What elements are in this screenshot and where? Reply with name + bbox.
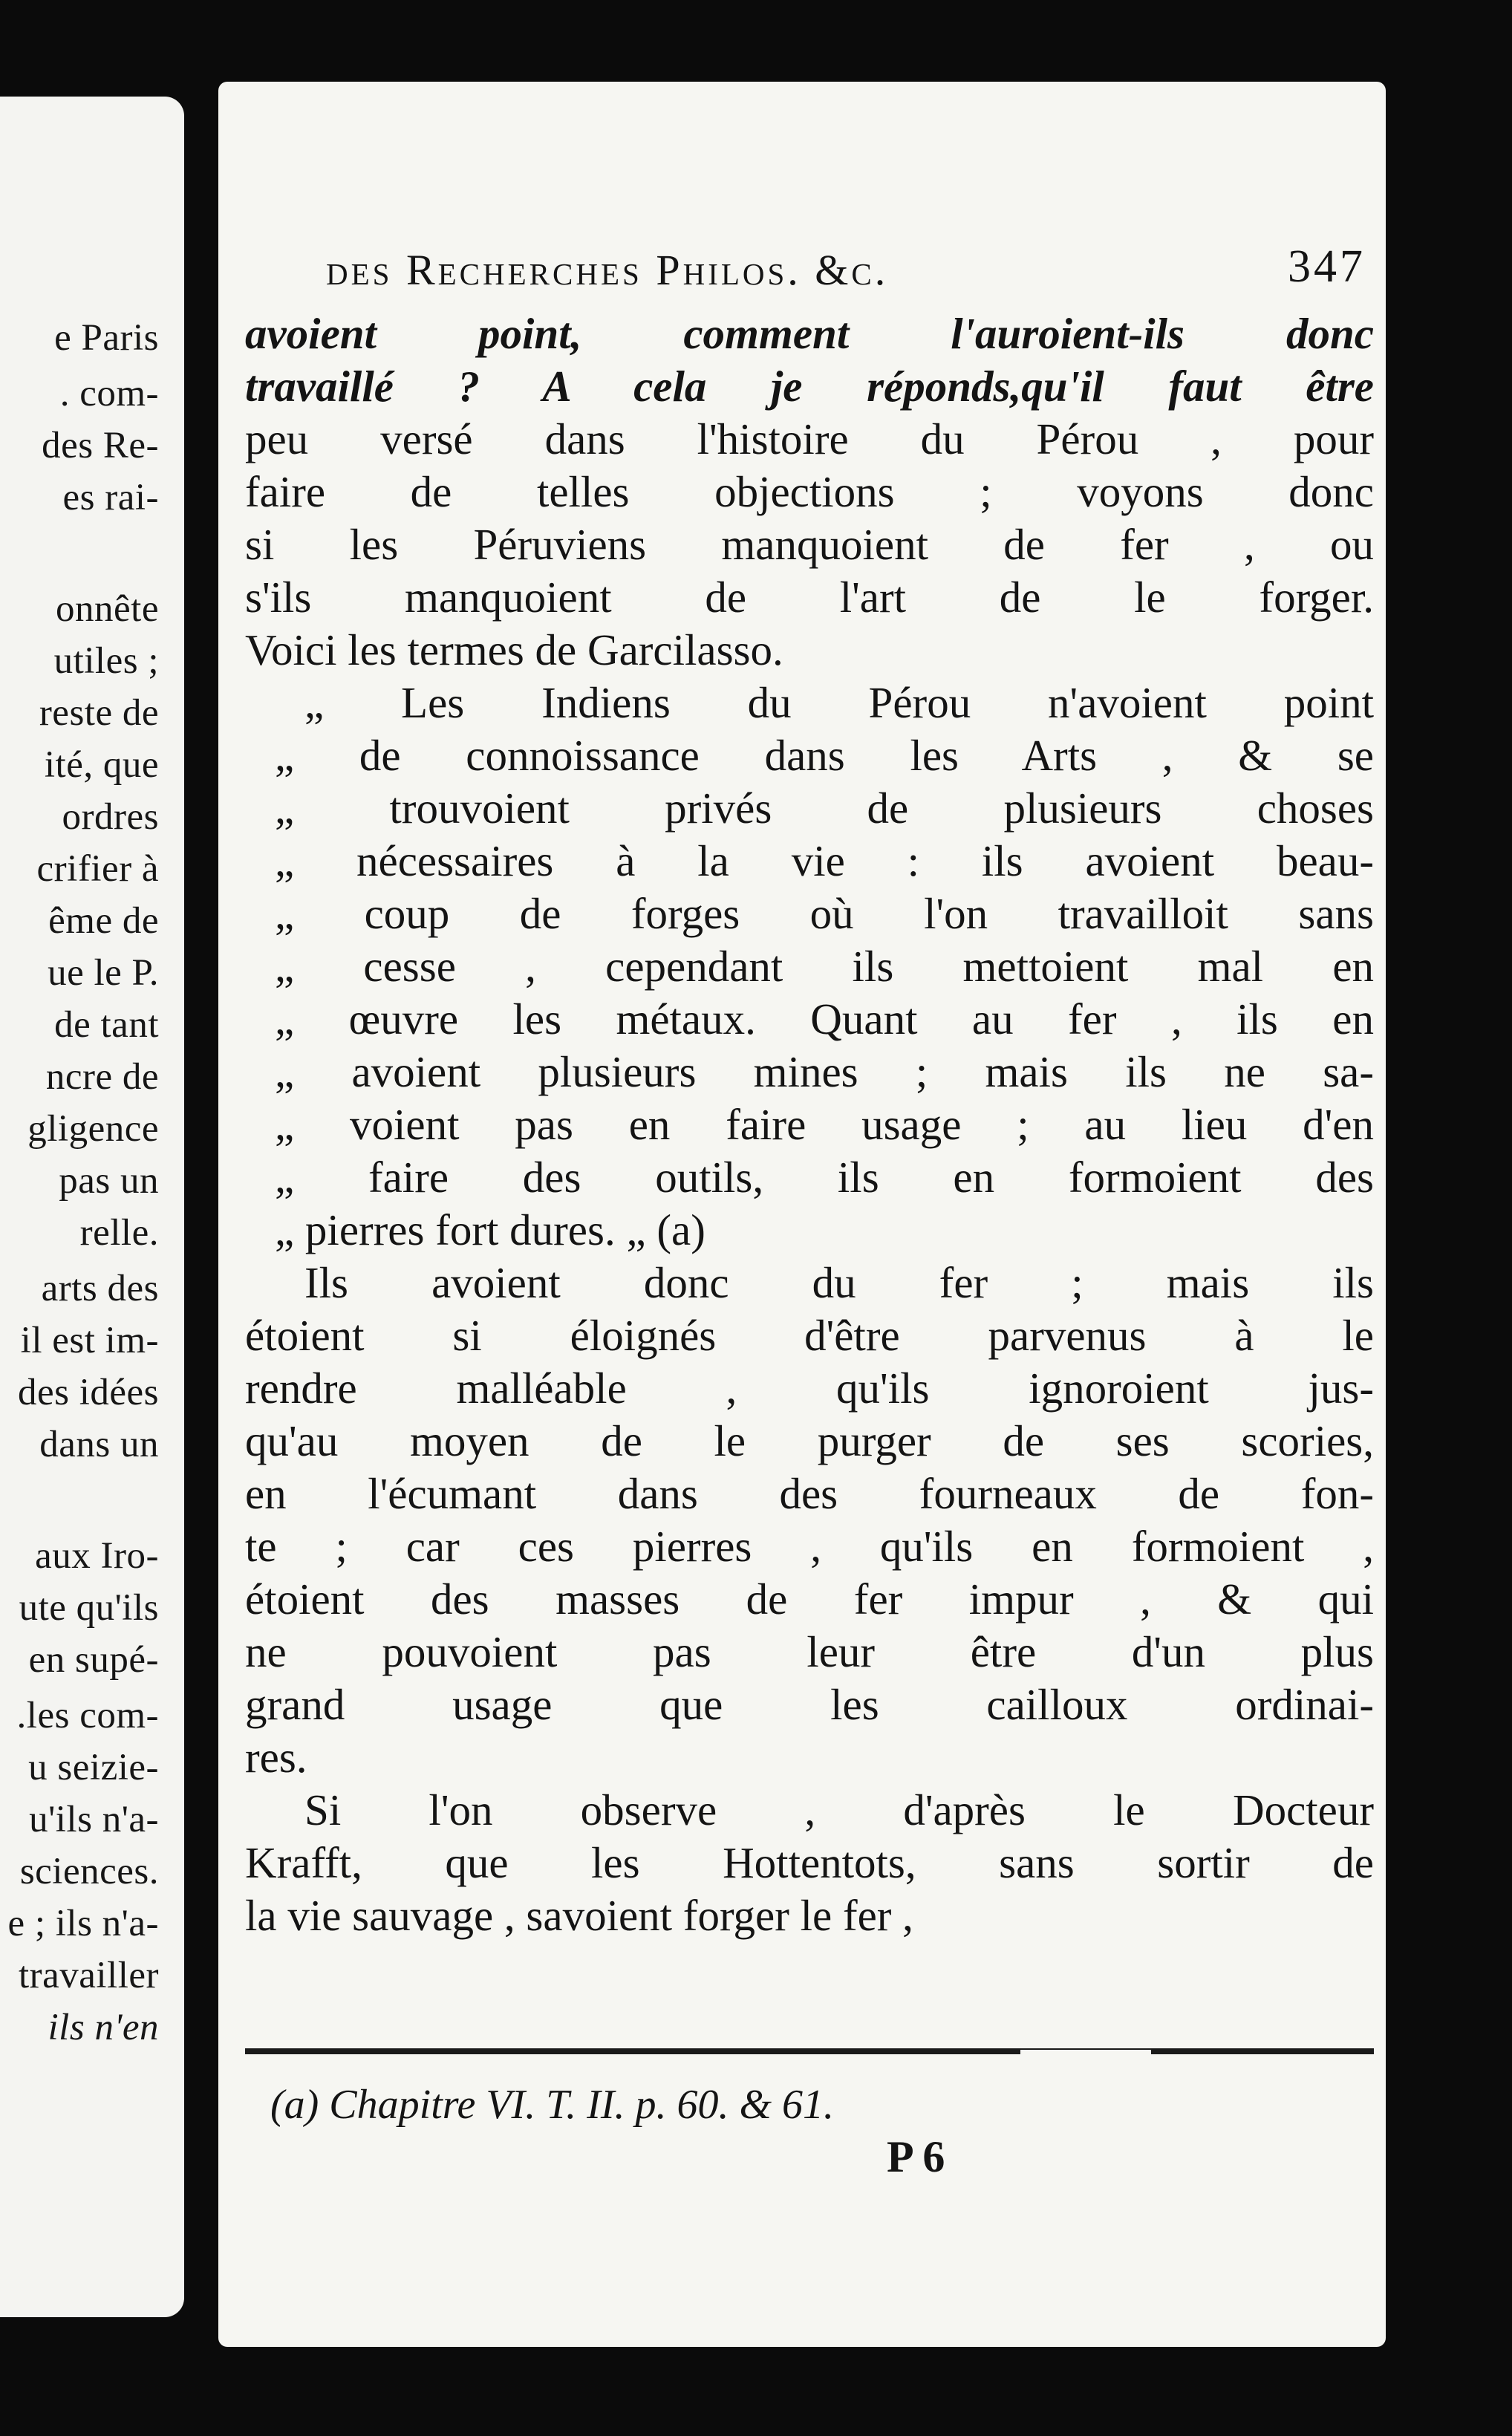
left-page-line: ute qu'ils: [19, 1587, 159, 1629]
body-line: qu'au moyen de le purger de ses scories,: [245, 1416, 1374, 1465]
left-page-line: sciences.: [19, 1851, 159, 1892]
left-page-line: dans un: [39, 1424, 159, 1465]
body-line: faire de telles objections ; voyons donc: [245, 467, 1374, 516]
page-number: 347: [1288, 241, 1366, 292]
footnote-rule: [245, 2048, 1374, 2054]
left-page-line: es rai-: [62, 477, 159, 518]
body-line: avoient point, comment l'auroient-ils donc: [245, 309, 1374, 358]
footnote: (a) Chapitre VI. T. II. p. 60. & 61.: [270, 2082, 835, 2128]
left-page-line: crifier à: [36, 848, 159, 890]
body-line: en l'écumant dans des fourneaux de fon-: [245, 1469, 1374, 1518]
left-page-line: ordres: [62, 796, 159, 838]
running-head-title: des Recherches Philos. &c.: [326, 246, 889, 294]
left-page-line: e Paris: [54, 317, 159, 359]
body-line: „ nécessaires à la vie : ils avoient beau-: [275, 836, 1374, 885]
left-page-line: en supé-: [28, 1639, 159, 1681]
body-line: ne pouvoient pas leur être d'un plus: [245, 1627, 1374, 1676]
left-page-line: u'ils n'a-: [29, 1799, 159, 1840]
body-line: peu versé dans l'histoire du Pérou , pour: [245, 414, 1374, 463]
body-line: la vie sauvage , savoient forger le fer ,: [245, 1891, 913, 1940]
left-page-line: arts des: [41, 1268, 159, 1309]
left-page-line: des idées: [17, 1372, 159, 1413]
left-page-line: ncre de: [45, 1056, 159, 1098]
body-text: [245, 82, 1374, 2347]
left-page-line: u seizie-: [28, 1747, 159, 1788]
body-line: s'ils manquoient de l'art de le forger.: [245, 573, 1374, 622]
body-line: „ de connoissance dans les Arts , & se: [275, 731, 1374, 780]
left-page-line: e ; ils n'a-: [7, 1903, 159, 1944]
body-line: grand usage que les cailloux ordinai-: [245, 1680, 1374, 1729]
body-line: étoient si éloignés d'être parvenus à le: [245, 1311, 1374, 1360]
body-line: „ cesse , cependant ils mettoient mal en: [275, 942, 1374, 991]
body-line: „ trouvoient privés de plusieurs choses: [275, 784, 1374, 833]
right-page: [218, 82, 1386, 2347]
body-line: Ils avoient donc du fer ; mais ils: [304, 1258, 1374, 1307]
left-page-line: .les com-: [16, 1695, 159, 1736]
left-page-line: ité, que: [44, 744, 159, 786]
body-line: „ voient pas en faire usage ; au lieu d'en: [275, 1100, 1374, 1149]
left-page-line: il est im-: [20, 1320, 159, 1361]
left-page-line: pas un: [59, 1160, 159, 1202]
body-line: te ; car ces pierres , qu'ils en formoient ,: [245, 1522, 1374, 1571]
body-line: si les Péruviens manquoient de fer , ou: [245, 520, 1374, 569]
body-line: „ pierres fort dures. „ (a): [275, 1205, 706, 1254]
body-line: étoient des masses de fer impur , & qui: [245, 1574, 1374, 1624]
left-page-line: onnête: [56, 588, 159, 630]
body-line: Krafft, que les Hottentots, sans sortir de: [245, 1838, 1374, 1887]
left-page-line: ue le P.: [48, 952, 159, 994]
body-line: travaillé ? A cela je réponds,qu'il faut être: [245, 362, 1374, 411]
left-page-line: aux Iro-: [35, 1535, 159, 1577]
left-page-line: relle.: [79, 1212, 159, 1254]
left-page-line: des Re-: [42, 425, 159, 466]
body-line: „ coup de forges où l'on travailloit sans: [275, 889, 1374, 938]
body-line: „ faire des outils, ils en formoient des: [275, 1153, 1374, 1202]
left-page-line: travailler: [18, 1955, 159, 1996]
left-page-line: reste de: [39, 692, 159, 734]
left-page: [0, 97, 184, 2317]
body-line: Si l'on observe , d'après le Docteur: [304, 1785, 1374, 1834]
body-line: rendre malléable , qu'ils ignoroient jus-: [245, 1364, 1374, 1413]
body-line: Voici les termes de Garcilasso.: [245, 625, 783, 674]
signature-mark: P 6: [887, 2132, 945, 2181]
left-page-line: ême de: [48, 900, 159, 942]
left-page-line: de tant: [54, 1004, 159, 1046]
body-line: res.: [245, 1733, 307, 1782]
footnote-rule-gap: [1020, 2050, 1151, 2054]
left-page-line: ils n'en: [48, 2007, 159, 2048]
body-line: „ Les Indiens du Pérou n'avoient point: [304, 678, 1374, 727]
left-page-line: gligence: [27, 1108, 159, 1150]
left-page-line: . com-: [59, 373, 159, 414]
left-page-line: utiles ;: [53, 640, 159, 682]
body-line: „ œuvre les métaux. Quant au fer , ils en: [275, 994, 1374, 1043]
body-line: „ avoient plusieurs mines ; mais ils ne sa-: [275, 1047, 1374, 1096]
